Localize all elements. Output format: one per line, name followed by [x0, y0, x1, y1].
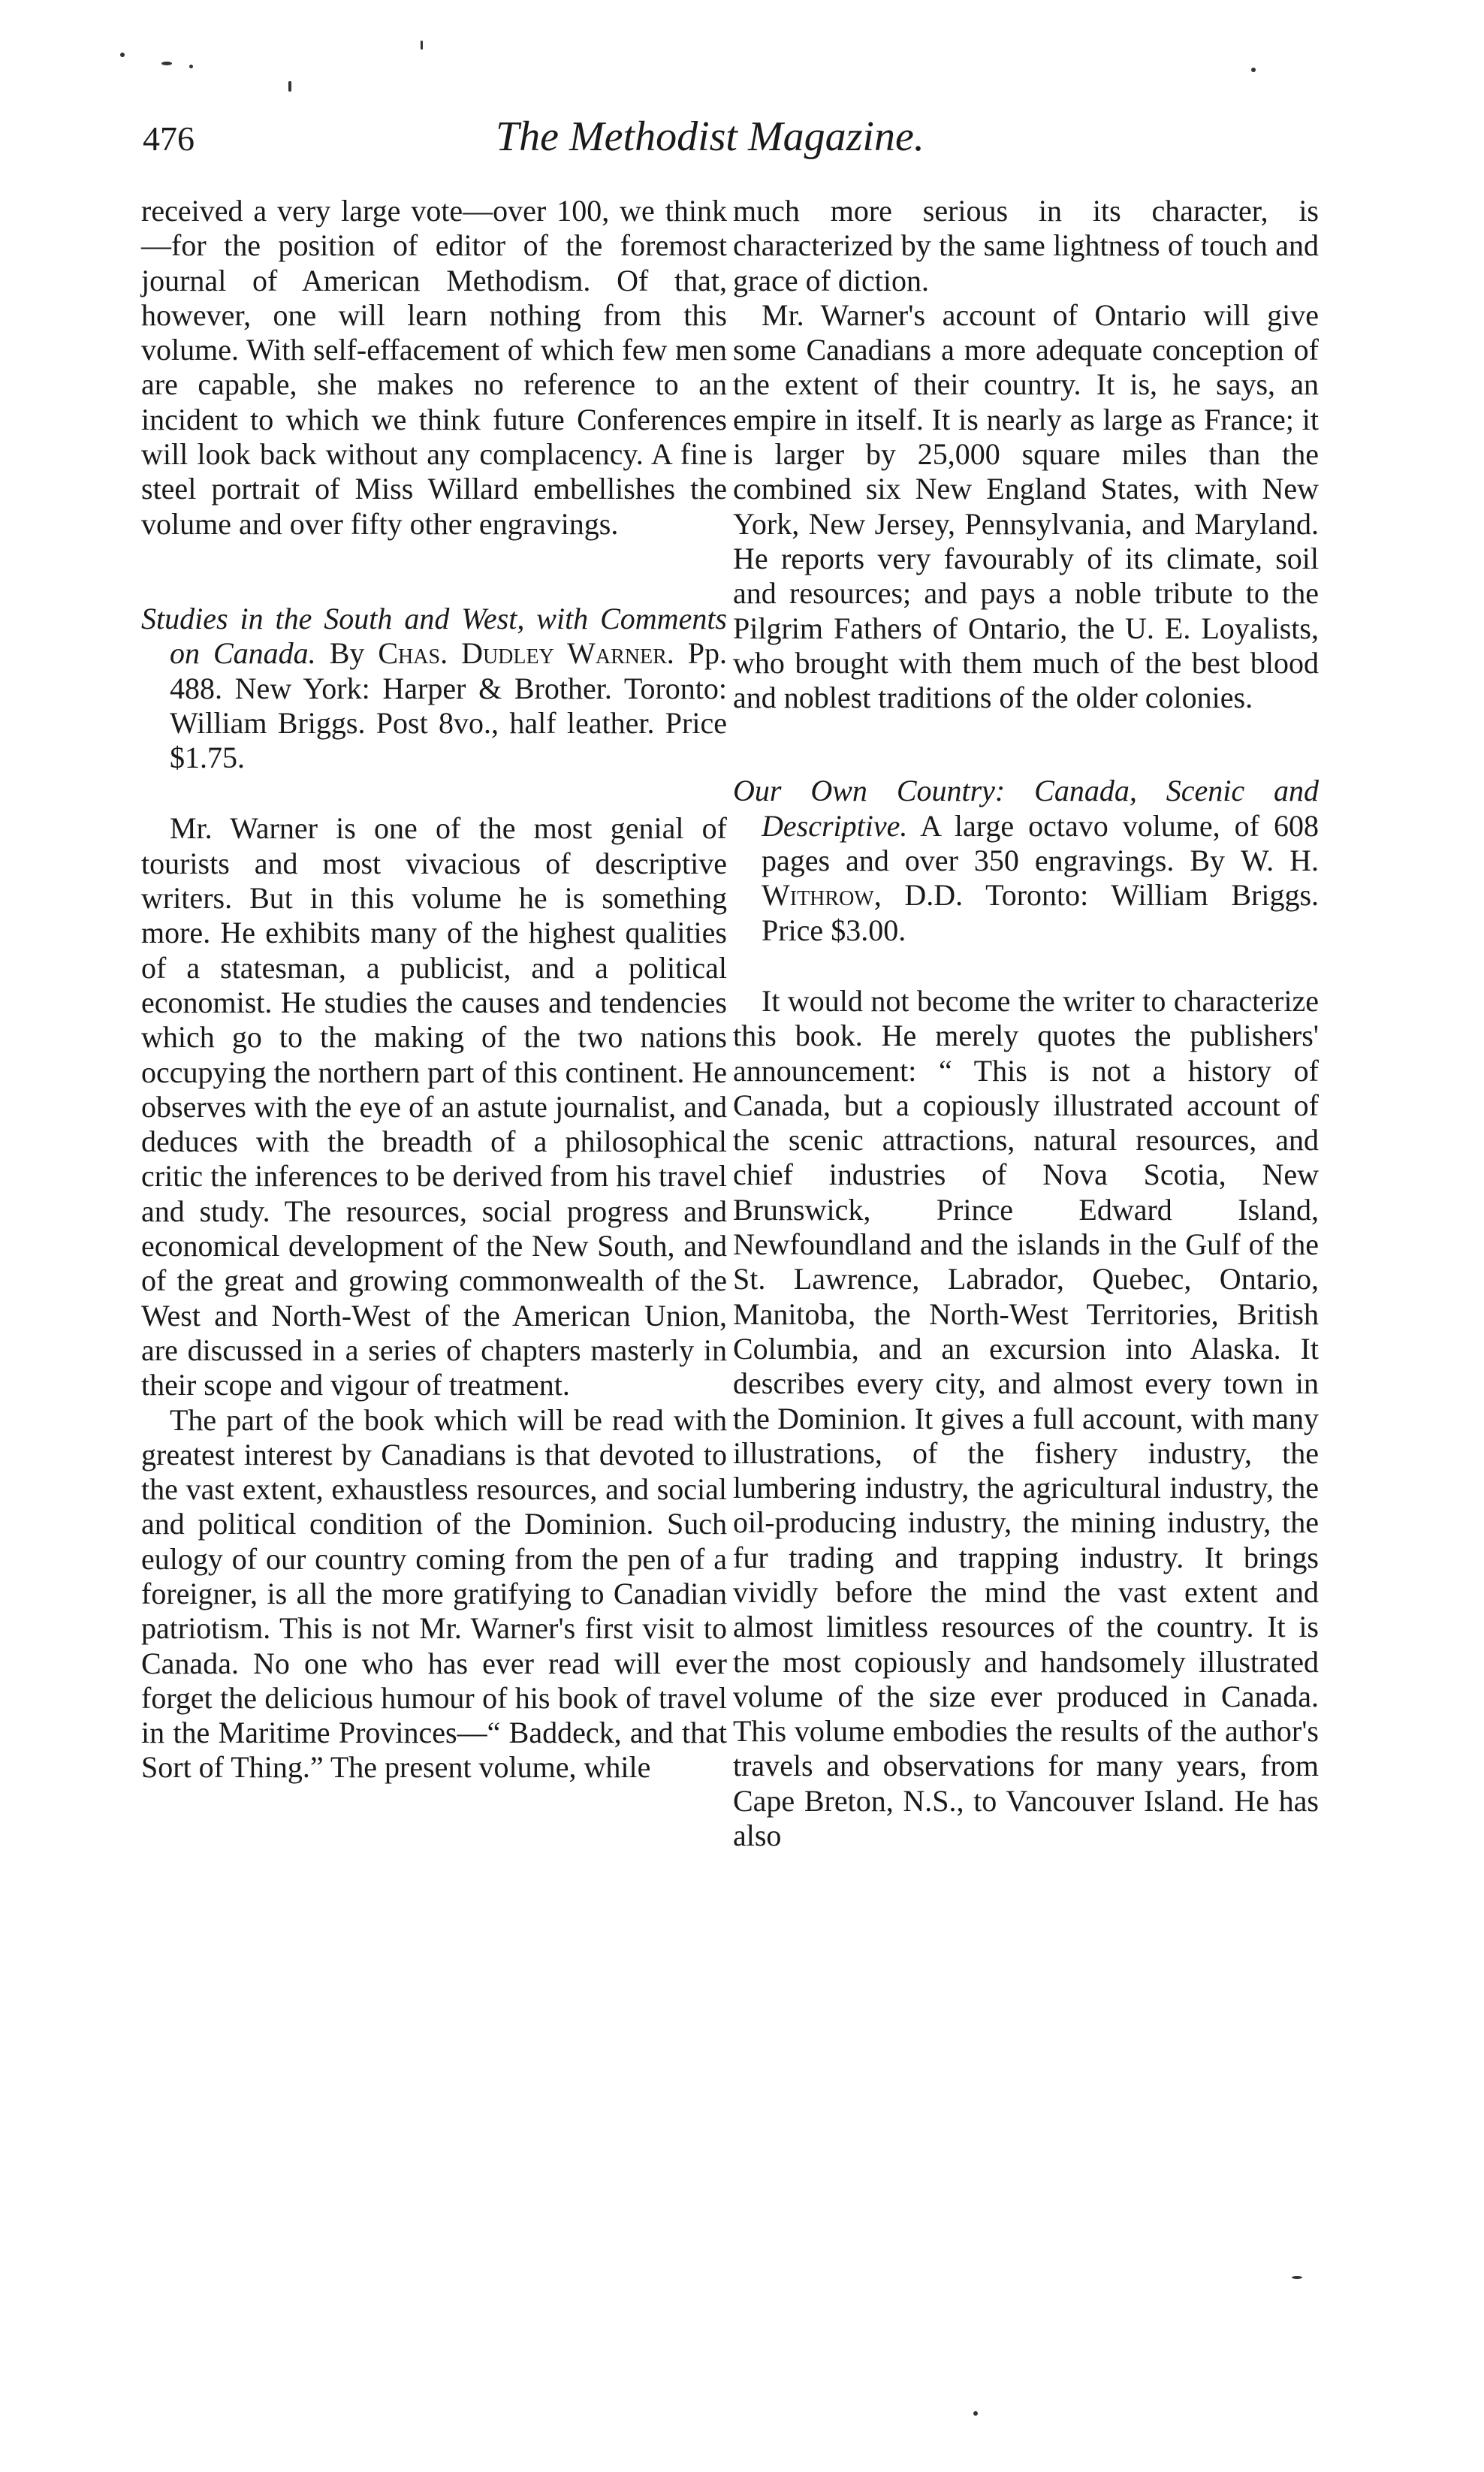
book-author: Chas. Dudley Warner.	[378, 636, 674, 671]
book-title: Our Own Country: Canada, Scenic and Descriptive.	[733, 774, 1319, 843]
left-column	[141, 194, 727, 1785]
book-title: Studies in the South and West, with Comments on Canada.	[141, 601, 727, 671]
review-paragraph: Mr. Warner is one of the most genial of tourists and most vivacious of descriptive writers. But in this volume he is something more. He exhibits many of the highest qualities of a statesman, a publicist, and a political economist. He studies the causes and tendencies which go to the making of the two nations occupying the northern part of this continent. He observes with the eye of an astute journalist, and deduces with the breadth of a philosophical critic the inferences to be derived from his travel and study. The resources, social progress and economical development of the New South, and of the great and growing commonwealth of the West and North-West of the American Union, are discussed in a series of chapters masterly in their scope and vigour of treatment.	[141, 811, 727, 1402]
page-number: 476	[143, 119, 195, 158]
page-header	[143, 113, 1314, 180]
right-column	[733, 194, 1319, 1853]
review-heading-our-own-country	[733, 774, 1319, 947]
review-heading-studies	[141, 602, 727, 775]
scan-speck	[120, 53, 125, 57]
book-details: Pp. 488. New York: Harper & Brother. Toronto: William Briggs. Post 8vo., half leather. Price $1.75.	[170, 636, 727, 775]
scan-speck	[161, 62, 172, 65]
scan-speck	[973, 2411, 978, 2416]
continued-paragraph: much more serious in its character, is characterized by the same lightness of touch and grace of diction.	[733, 194, 1319, 297]
book-author: W. H. Withrow, D.D.	[762, 844, 1320, 913]
book-details: Toronto: William Briggs. Price $3.00.	[762, 878, 1320, 947]
scan-speck	[1251, 68, 1256, 72]
review-paragraph: It would not become the writer to characterize this book. He merely quotes the publishers' announcement: “ This is not a history of Canada, but a copiously illustrated account of the scenic attractions, natural resources, and chief industries of Nova Scotia, New Brunswick, Prince Edward Island, Newfoundland and the islands in the Gulf of the St. Lawrence, Labrador, Quebec, Ontario, Manitoba, the North-West Territories, British Columbia, and an excursion into Alaska. It describes every city, and almost every town in the Dominion. It gives a full account, with many illustrations, of the fishery industry, the lumbering industry, the agricultural industry, the oil-producing industry, the mining industry, the fur trading and trapping industry. It brings vividly before the mind the vast extent and almost limitless resources of the country. It is the most copiously and handsomely illustrated volume of the size ever produced in Canada. This volume embodies the results of the author's travels and observations for many years, from Cape Breton, N.S., to Vancouver Island. He has also	[733, 983, 1319, 1853]
scan-speck	[421, 41, 423, 50]
by-word: By	[329, 636, 365, 671]
review-paragraph: Mr. Warner's account of Ontario will give some Canadians a more adequate conception of the extent of their country. It is, he says, an empire in itself. It is nearly as large as France; it is larger by 25,000 square miles than the combined six New England States, with New York, New Jersey, Pennsylvania, and Maryland. He reports very favourably of its climate, soil and resources; and pays a noble tribute to the Pilgrim Fathers of Ontario, the U. E. Loyalists, who brought with them much of the best blood and noblest traditions of the older colonies.	[733, 297, 1319, 715]
scan-speck	[288, 81, 291, 92]
intro-paragraph: received a very large vote—over 100, we think—for the position of editor of the foremost journal of American Methodism. Of that, however, one will learn nothing from this volume. With self-effacement of which few men are capable, she makes no reference to an incident to which we think future Conferences will look back without any complacency. A fine steel portrait of Miss Willard embellishes the volume and over fifty other engravings.	[141, 194, 727, 541]
scan-speck	[189, 65, 193, 68]
review-paragraph: The part of the book which will be read with greatest interest by Canadians is that devoted to the vast extent, exhaustless resources, and social and political condition of the Dominion. Such eulogy of our country coming from the pen of a foreigner, is all the more gratifying to Canadian patriotism. This is not Mr. Warner's first visit to Canada. No one who has ever read will ever forget the delicious humour of his book of travel in the Maritime Provinces—“ Baddeck, and that Sort of Thing.” The present volume, while	[141, 1402, 727, 1785]
running-title: The Methodist Magazine.	[496, 113, 924, 160]
scan-speck	[1292, 2276, 1302, 2279]
book-details: A large octavo volume, of 608 pages and over 350 engravings. By	[762, 808, 1319, 878]
